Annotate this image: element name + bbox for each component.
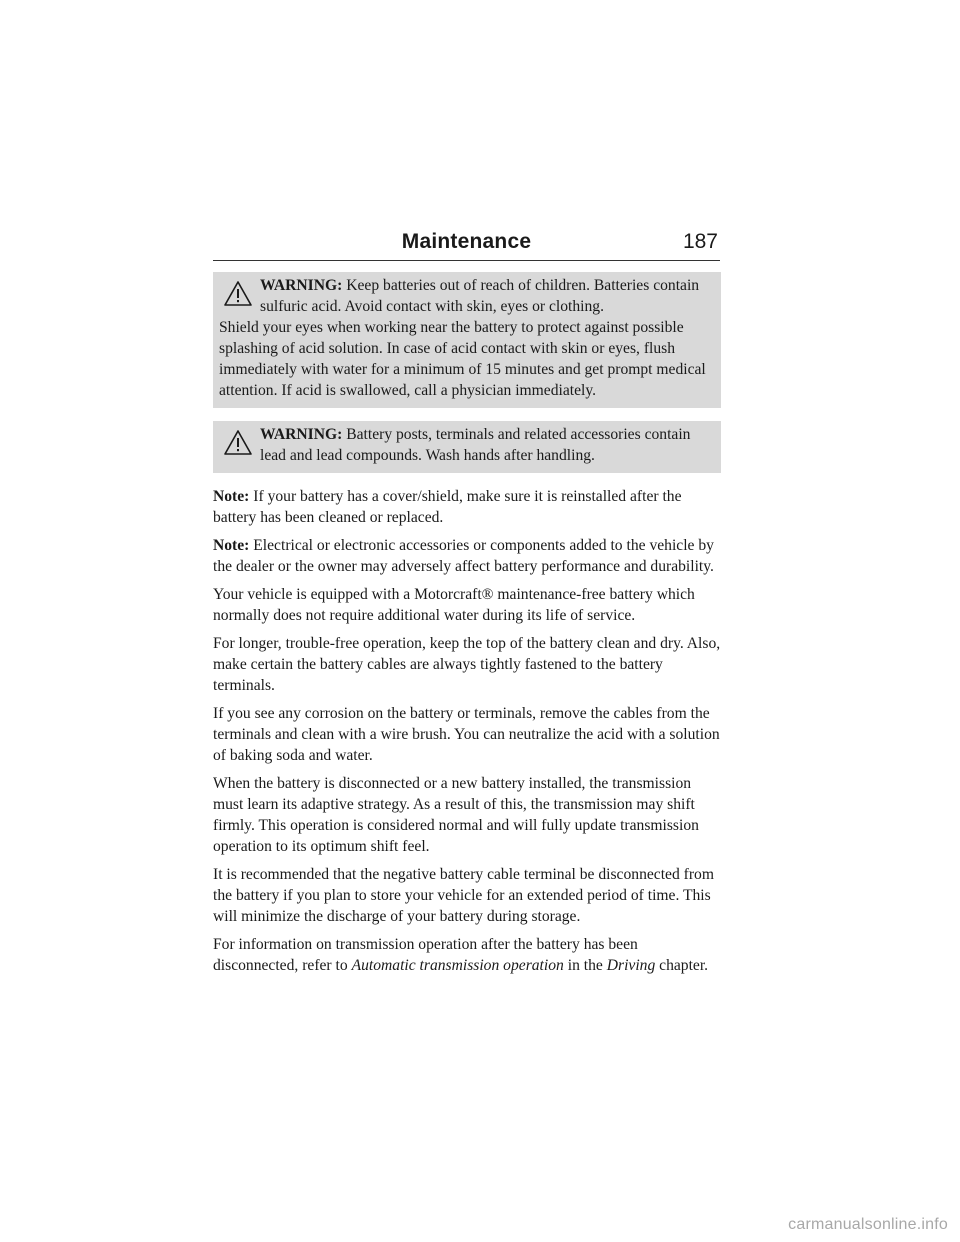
- body-paragraph: If you see any corrosion on the battery or terminals, remove the cables from the terminals and clean with a wire brush. You can neutralize the acid with a solution of baking soda and water.: [213, 705, 720, 764]
- reference-link-transmission[interactable]: Automatic transmission operation: [351, 957, 564, 974]
- note-label: Note:: [213, 488, 250, 505]
- body-paragraph: It is recommended that the negative battery cable terminal be disconnected from the battery if you plan to store your vehicle for an extended period of time. This will minimize the discharge of your battery during storage.: [213, 866, 714, 925]
- warning-body: Battery posts, terminals and related accessories contain lead and lead compounds. Wash hands after handling.: [260, 426, 691, 464]
- warning-label: WARNING:: [260, 277, 343, 294]
- reference-mid: in the: [567, 957, 603, 974]
- warning-triangle-icon: [223, 429, 253, 456]
- reference-paragraph: [213, 934, 721, 976]
- warning-text: [219, 275, 715, 317]
- warning-text: [219, 424, 715, 466]
- warning-body: Keep batteries out of reach of children. Batteries contain sulfuric acid. Avoid contact with skin, eyes or clothing.: [260, 277, 700, 315]
- body-paragraph: Your vehicle is equipped with a Motorcraft® maintenance-free battery which normally does not require additional water during its life of service.: [213, 586, 695, 624]
- note-text: Electrical or electronic accessories or components added to the vehicle by the dealer or the owner may adversely affect battery performance and durability.: [213, 537, 714, 575]
- body-paragraph: When the battery is disconnected or a new battery installed, the transmission must learn its adaptive strategy. As a result of this, the transmission may shift firmly. This operation is considered normal and will fully update transmission operation to its optimum shift feel.: [213, 775, 699, 855]
- warning-triangle-icon: [223, 280, 253, 307]
- note-paragraph: [213, 486, 721, 528]
- note-text: If your battery has a cover/shield, make sure it is reinstalled after the battery has been cleaned or replaced.: [213, 488, 682, 526]
- warning-continuation: Shield your eyes when working near the battery to protect against possible splashing of acid solution. In case of acid contact with skin or eyes, flush immediately with water for a minimum of 15 minutes and get prompt medical attention. If acid is swallowed, call a physician immediately.: [219, 319, 706, 399]
- reference-link-driving[interactable]: Driving: [606, 957, 656, 974]
- warning-box-lead: [213, 421, 721, 473]
- reference-lead: For information on transmission operation after the battery has been disconnected, refer to: [213, 936, 638, 974]
- warning-box-acid: [213, 272, 721, 408]
- warning-label: WARNING:: [260, 426, 343, 443]
- section-title: Maintenance: [401, 230, 532, 253]
- page-content: [213, 272, 721, 983]
- body-paragraph: For longer, trouble-free operation, keep the top of the battery clean and dry. Also, make certain the battery cables are always tightly fastened to the battery terminals.: [213, 635, 721, 694]
- note-label: Note:: [213, 537, 250, 554]
- reference-tail: chapter.: [659, 957, 709, 974]
- watermark: carmanualsonline.info: [788, 1216, 948, 1233]
- page-header: [213, 228, 720, 261]
- page-number: 187: [682, 230, 718, 253]
- note-paragraph: [213, 535, 721, 577]
